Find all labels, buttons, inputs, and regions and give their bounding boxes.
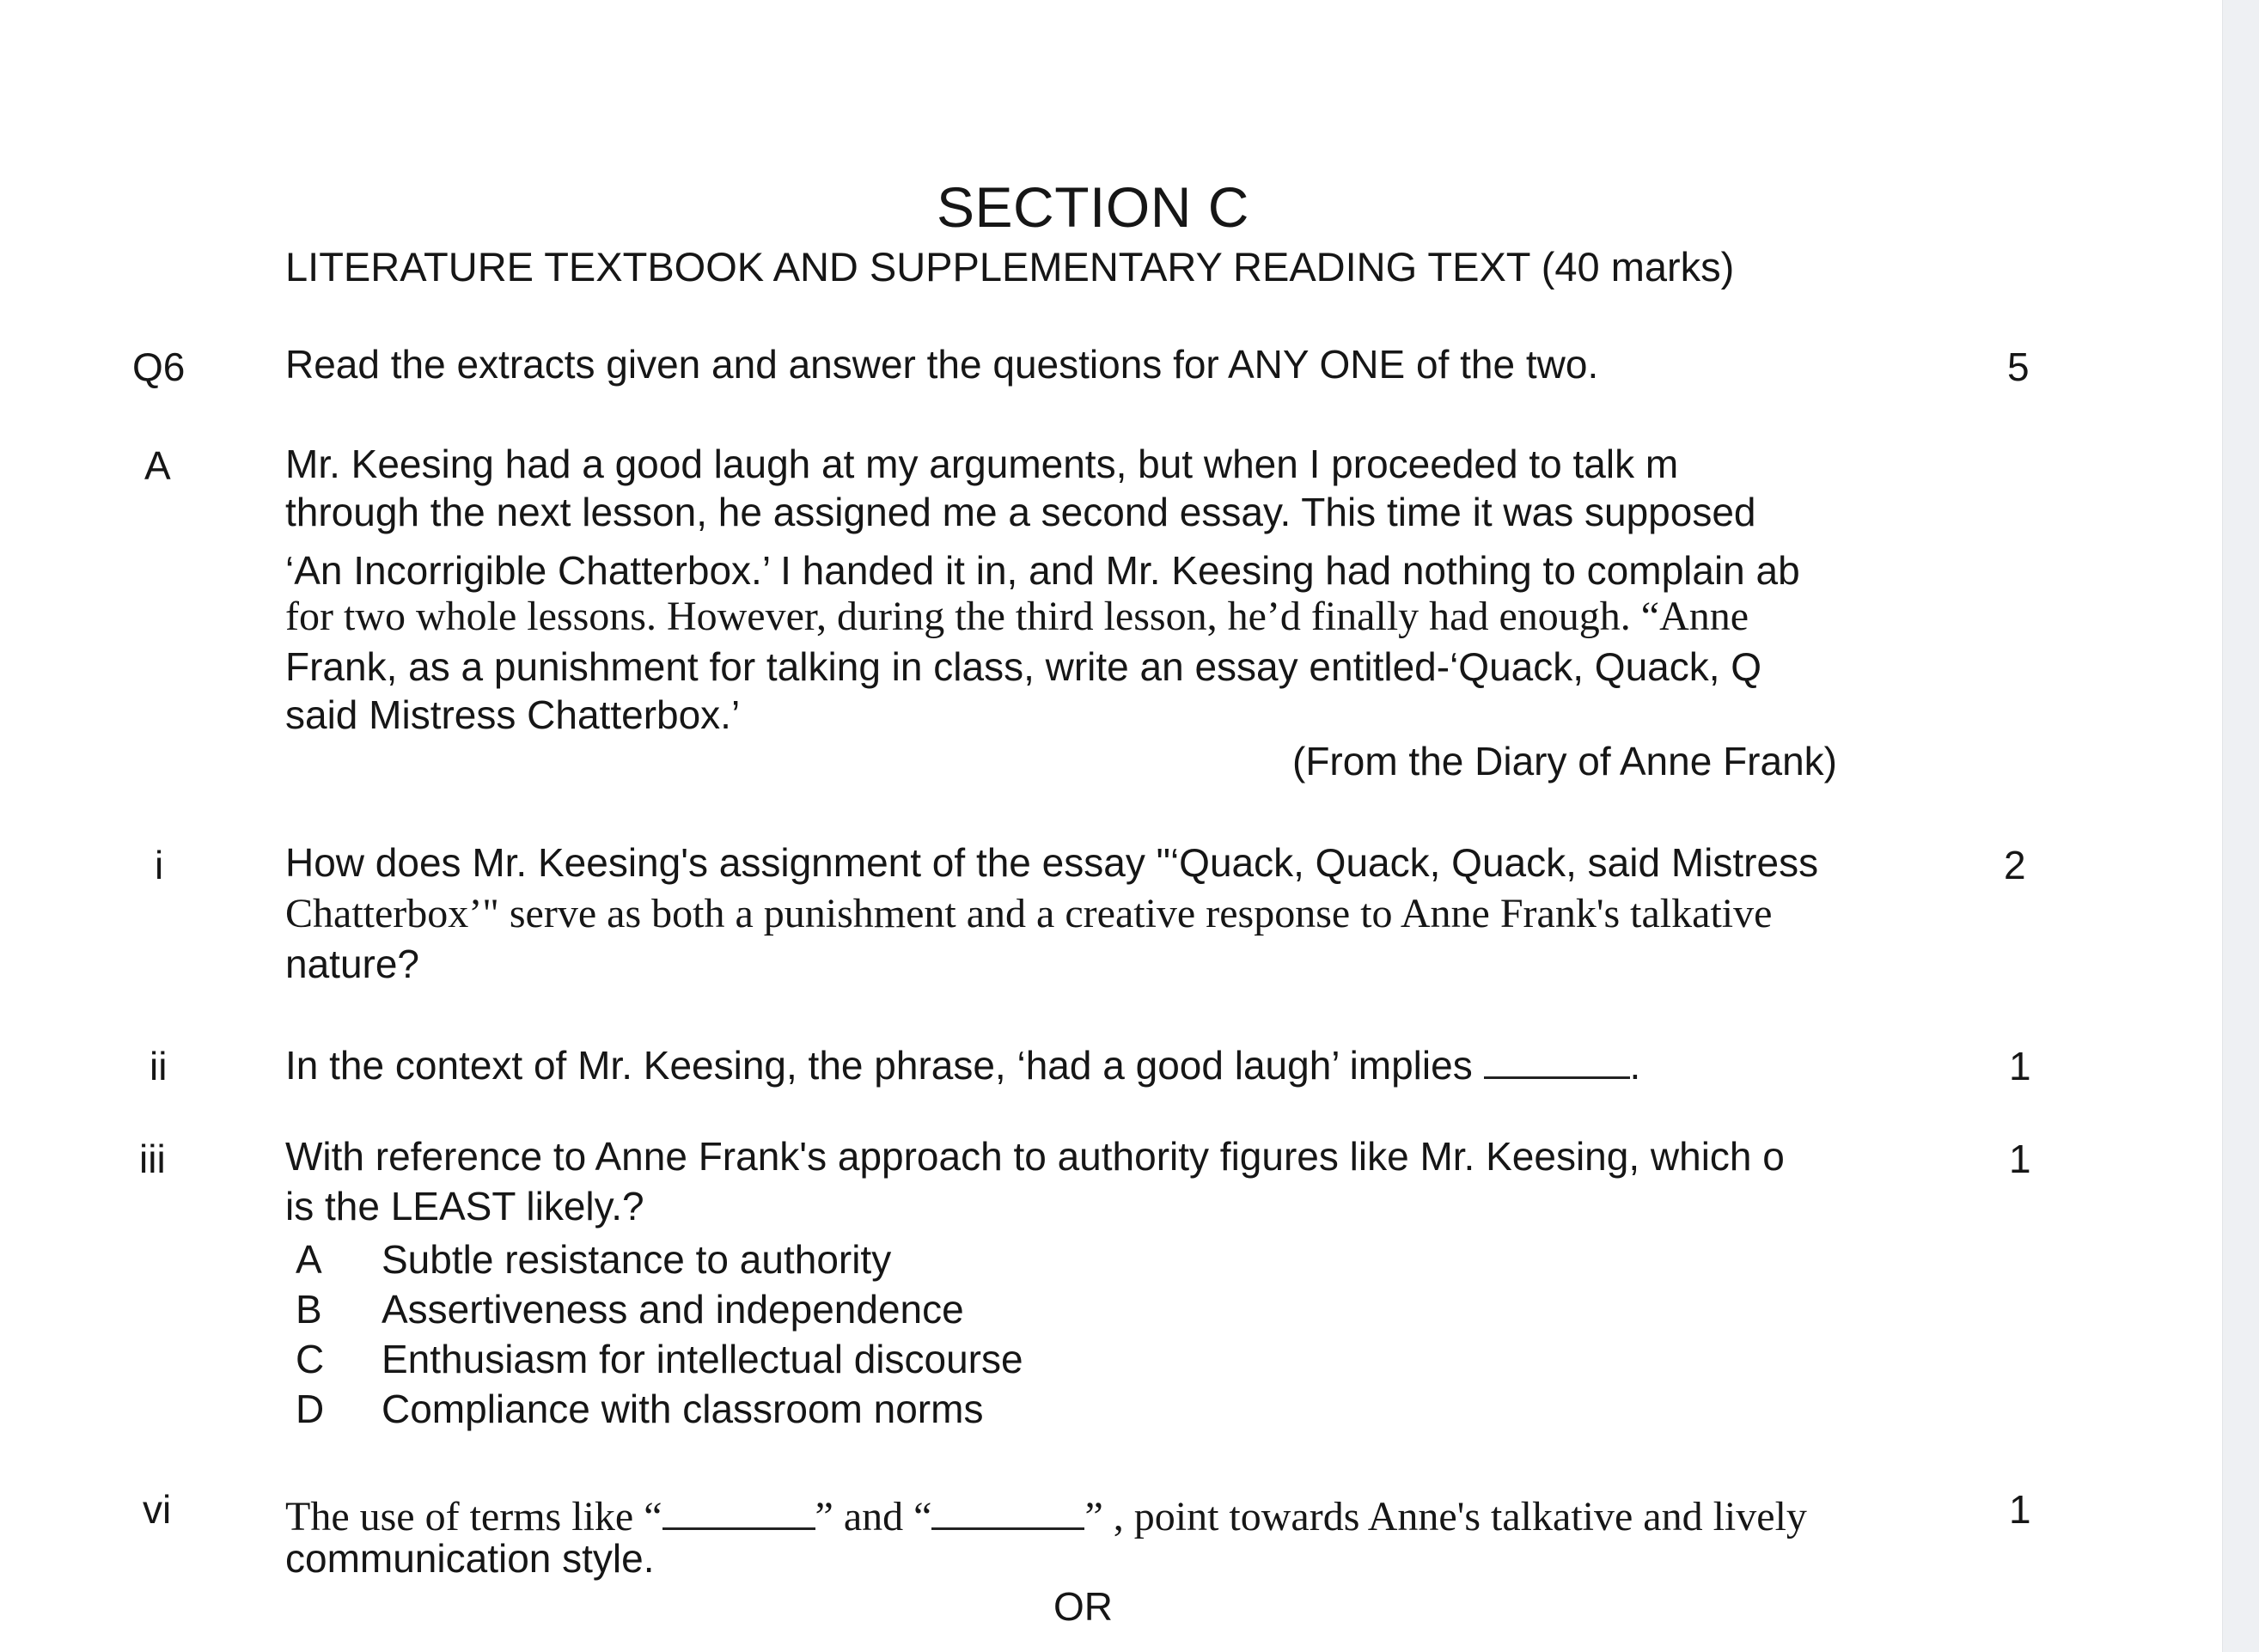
option-text[interactable]: Assertiveness and independence	[382, 1287, 964, 1332]
subquestion-part: The use of terms like “	[285, 1494, 662, 1539]
answer-blank[interactable]	[1484, 1044, 1630, 1079]
extract-line: Mr. Keesing had a good laugh at my arguments, but when I proceeded to talk m	[285, 442, 1679, 486]
subquestion-marks: 2	[2004, 843, 2026, 887]
option-letter: A	[296, 1237, 322, 1282]
extract-source: (From the Diary of Anne Frank)	[1292, 739, 1837, 783]
answer-blank[interactable]	[931, 1495, 1084, 1530]
option-text[interactable]: Subtle resistance to authority	[382, 1237, 892, 1282]
option-letter: C	[296, 1337, 325, 1381]
subquestion-label: vi	[143, 1487, 172, 1532]
extract-line: for two whole lessons. However, during the third lesson, he’d finally had enough. “Anne	[285, 594, 1749, 639]
extract-label: A	[144, 443, 171, 488]
question-instruction: Read the extracts given and answer the questions for ANY ONE of the two.	[285, 342, 1599, 387]
extract-line: Frank, as a punishment for talking in class, write an essay entitled-‘Quack, Quack, Q	[285, 644, 1762, 689]
subquestion-line: communication style.	[285, 1536, 655, 1581]
option-letter: D	[296, 1387, 325, 1431]
subquestion-part: ” and “	[815, 1494, 932, 1539]
subquestion-text	[285, 1041, 1640, 1089]
subquestion-line: Chatterbox’" serve as both a punishment and a creative response to Anne Frank's talkative	[285, 891, 1773, 936]
option-text[interactable]: Enthusiasm for intellectual discourse	[382, 1337, 1023, 1381]
subquestion-label: i	[155, 843, 164, 887]
extract-line: said Mistress Chatterbox.’	[285, 692, 741, 737]
section-subtitle: LITERATURE TEXTBOOK AND SUPPLEMENTARY READING TEXT (40 marks)	[285, 244, 1735, 290]
option-text[interactable]: Compliance with classroom norms	[382, 1387, 984, 1431]
subquestion-label: iii	[139, 1137, 166, 1181]
answer-blank[interactable]	[662, 1495, 815, 1530]
subquestion-part: ” , point towards Anne's talkative and lively	[1084, 1494, 1807, 1539]
extract-line: through the next lesson, he assigned me a second essay. This time it was supposed	[285, 490, 1756, 534]
subquestion-text	[285, 1493, 1807, 1540]
scrollbar-track[interactable]	[2222, 0, 2259, 1652]
subquestion-text-after: .	[1629, 1043, 1641, 1088]
question-marks: 5	[2007, 344, 2030, 389]
section-title: SECTION C	[937, 175, 1249, 239]
subquestion-line: nature?	[285, 942, 420, 986]
subquestion-line: How does Mr. Keesing's assignment of the essay "‘Quack, Quack, Quack, said Mistress	[285, 840, 1819, 885]
subquestion-line: With reference to Anne Frank's approach to authority figures like Mr. Keesing, which o	[285, 1134, 1785, 1179]
subquestion-marks: 1	[2009, 1137, 2031, 1181]
subquestion-label: ii	[150, 1044, 168, 1088]
subquestion-line: is the LEAST likely.?	[285, 1184, 644, 1228]
option-letter: B	[296, 1287, 322, 1332]
subquestion-marks: 1	[2009, 1487, 2031, 1532]
subquestion-text-before: In the context of Mr. Keesing, the phrase, ‘had a good laugh’ implies	[285, 1043, 1484, 1088]
subquestion-marks: 1	[2009, 1044, 2031, 1088]
or-separator: OR	[1053, 1584, 1113, 1629]
question-number: Q6	[132, 344, 186, 389]
extract-line: ‘An Incorrigible Chatterbox.’ I handed it in, and Mr. Keesing had nothing to complain ab	[285, 548, 1800, 593]
